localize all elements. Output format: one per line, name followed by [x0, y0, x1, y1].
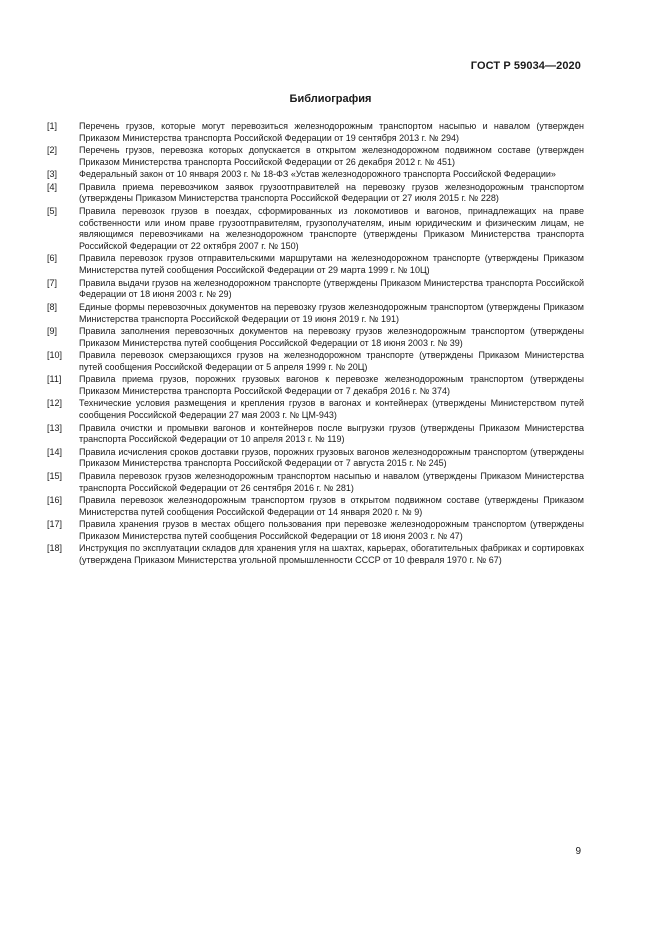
bibliography-entry — [47, 543, 584, 566]
bibliography-entry-number: [15] — [47, 470, 63, 481]
bibliography-entry — [47, 278, 584, 301]
bibliography-entry — [47, 423, 584, 446]
bibliography-entry-text: Правила перевозок грузов в поездах, сформированных из локомотивов и вагонов, принадлежащих на праве собственности или ином праве грузоотправителям, грузополучателям, иным юридическим и физическим лицам, не являющимся перевозчиками на железнодорожном транспорте (утверждены Приказом Министерства транспорта Российской Федерации от 22 октября 2007 г. № 150) — [79, 205, 584, 252]
bibliography-entry-text: Правила очистки и промывки вагонов и контейнеров после выгрузки грузов (утверждены Приказом Министерства транспорта Российской Федерации от 10 апреля 2013 г. № 119) — [79, 422, 584, 445]
document-standard-id: ГОСТ Р 59034—2020 — [470, 60, 581, 72]
bibliography-entry-text: Правила перевозок грузов отправительскими маршрутами на железнодорожном транспорте (утверждены Приказом Министерства путей сообщения Российской Федерации от 29 марта 1999 г. № 10Ц) — [79, 253, 584, 276]
bibliography-entry — [47, 350, 584, 373]
bibliography-entry — [47, 145, 584, 168]
bibliography-entry-number: [16] — [47, 495, 63, 506]
bibliography-entry-number: [7] — [47, 277, 58, 288]
bibliography-entry-text: Технические условия размещения и крепления грузов в вагонах и контейнерах (утверждены Министерством путей сообщения Российской Федерации 27 мая 2003 г. № ЦМ-943) — [79, 398, 584, 421]
bibliography-entry-text: Правила приема грузов, порожних грузовых вагонов к перевозке железнодорожным транспортом (утверждены Приказом Министерства транспорта Российской Федерации от 7 декабря 2016 г. № 374) — [79, 374, 584, 396]
bibliography-entry-text: Федеральный закон от 10 января 2003 г. № 18-ФЗ «Устав железнодорожного транспорта Российской Федерации» — [79, 169, 556, 180]
bibliography-entry-number: [18] — [47, 543, 63, 554]
bibliography-entry-number: [11] — [47, 374, 62, 385]
bibliography-entry — [47, 302, 584, 325]
bibliography-entry-number: [4] — [47, 181, 58, 192]
bibliography-entry-text: Правила хранения грузов в местах общего пользования при перевозке железнодорожным транспортом (утверждены Приказом Министерства путей сообщения Российской Федерации от 18 июня 2003 г. № 47) — [79, 519, 584, 541]
bibliography-entry-text: Перечень грузов, которые могут перевозиться железнодорожным транспортом насыпью и навалом (утвержден Приказом Министерства транспорта Российской Федерации от 19 сентября 2013 г. № 294) — [79, 121, 584, 143]
bibliography-entry — [47, 121, 584, 144]
page-number: 9 — [575, 846, 581, 857]
bibliography-list — [47, 121, 584, 568]
bibliography-entry — [47, 253, 584, 276]
bibliography-entry-text: Правила заполнения перевозочных документов на перевозку грузов железнодорожным транспортом (утверждены Приказом Министерства путей сообщения Российской Федерации от 18 июня 2003 г. № 39) — [79, 325, 584, 348]
bibliography-entry-text: Перечень грузов, перевозка которых допускается в открытом железнодорожном подвижном составе (утвержден Приказом Министерства транспорта Российской Федерации от 26 декабря 2012 г. № 451) — [79, 145, 584, 167]
bibliography-entry — [47, 398, 584, 421]
page-title: Библиография — [289, 93, 372, 105]
bibliography-entry — [47, 374, 584, 397]
bibliography-entry-number: [6] — [47, 253, 58, 264]
bibliography-entry-text: Правила перевозок грузов железнодорожным транспортом насыпью и навалом (утверждены Приказом Министерства транспорта Российской Федерации от 26 сентября 2016 г. № 281) — [79, 470, 584, 493]
bibliography-entry-number: [13] — [47, 422, 63, 433]
bibliography-entry-number: [3] — [47, 169, 58, 180]
bibliography-entry-text: Правила выдачи грузов на железнодорожном транспорте (утверждены Приказом Министерства транспорта Российской Федерации от 18 июня 2003 г. № 29) — [79, 277, 584, 300]
bibliography-entry — [47, 519, 584, 542]
bibliography-entry — [47, 326, 584, 349]
bibliography-entry-number: [2] — [47, 145, 58, 156]
bibliography-entry-text: Правила перевозок железнодорожным транспортом грузов в открытом подвижном составе (утверждены Приказом Министерства путей сообщения Российской Федерации от 14 января 2020 г. № 9) — [79, 495, 584, 517]
bibliography-entry-text: Правила приема перевозчиком заявок грузоотправителей на перевозку грузов железнодорожным транспортом (утверждены Приказом Министерства транспорта Российской Федерации от 27 июля 2015 г. № 228) — [79, 181, 584, 204]
bibliography-entry-number: [17] — [47, 519, 63, 530]
bibliography-entry — [47, 471, 584, 494]
bibliography-entry-number: [5] — [47, 205, 58, 216]
bibliography-entry-number: [14] — [47, 446, 63, 457]
bibliography-entry — [47, 182, 584, 205]
bibliography-entry — [47, 495, 584, 518]
bibliography-entry-text: Правила перевозок смерзающихся грузов на железнодорожном транспорте (утверждены Приказом Министерства путей сообщения Российской Федерации от 5 апреля 1999 г. № 20Ц) — [79, 350, 584, 372]
bibliography-entry — [47, 447, 584, 470]
bibliography-entry-text: Единые формы перевозочных документов на перевозку грузов железнодорожным транспортом (утверждены Приказом Министерства транспорта Российской Федерации от 19 июня 2019 г. № 191) — [79, 301, 584, 324]
bibliography-entry-text: Правила исчисления сроков доставки грузов, порожних грузовых вагонов железнодорожным транспортом (утверждены Приказом Министерства транспорта Российской Федерации от 7 августа 2015 г. № 245) — [79, 446, 584, 469]
bibliography-entry-text: Инструкция по эксплуатации складов для хранения угля на шахтах, карьерах, обогатительных фабриках и сортировках (утверждена Приказом Министерства угольной промышленности СССР от 10 февраля 1970 г. № 67) — [79, 543, 584, 566]
bibliography-entry-number: [1] — [47, 121, 58, 131]
bibliography-entry-number: [8] — [47, 301, 58, 312]
bibliography-entry-number: [12] — [47, 398, 63, 409]
bibliography-entry-number: [9] — [47, 325, 58, 336]
bibliography-entry — [47, 169, 584, 181]
bibliography-entry — [47, 206, 584, 253]
bibliography-entry-number: [10] — [47, 350, 63, 361]
